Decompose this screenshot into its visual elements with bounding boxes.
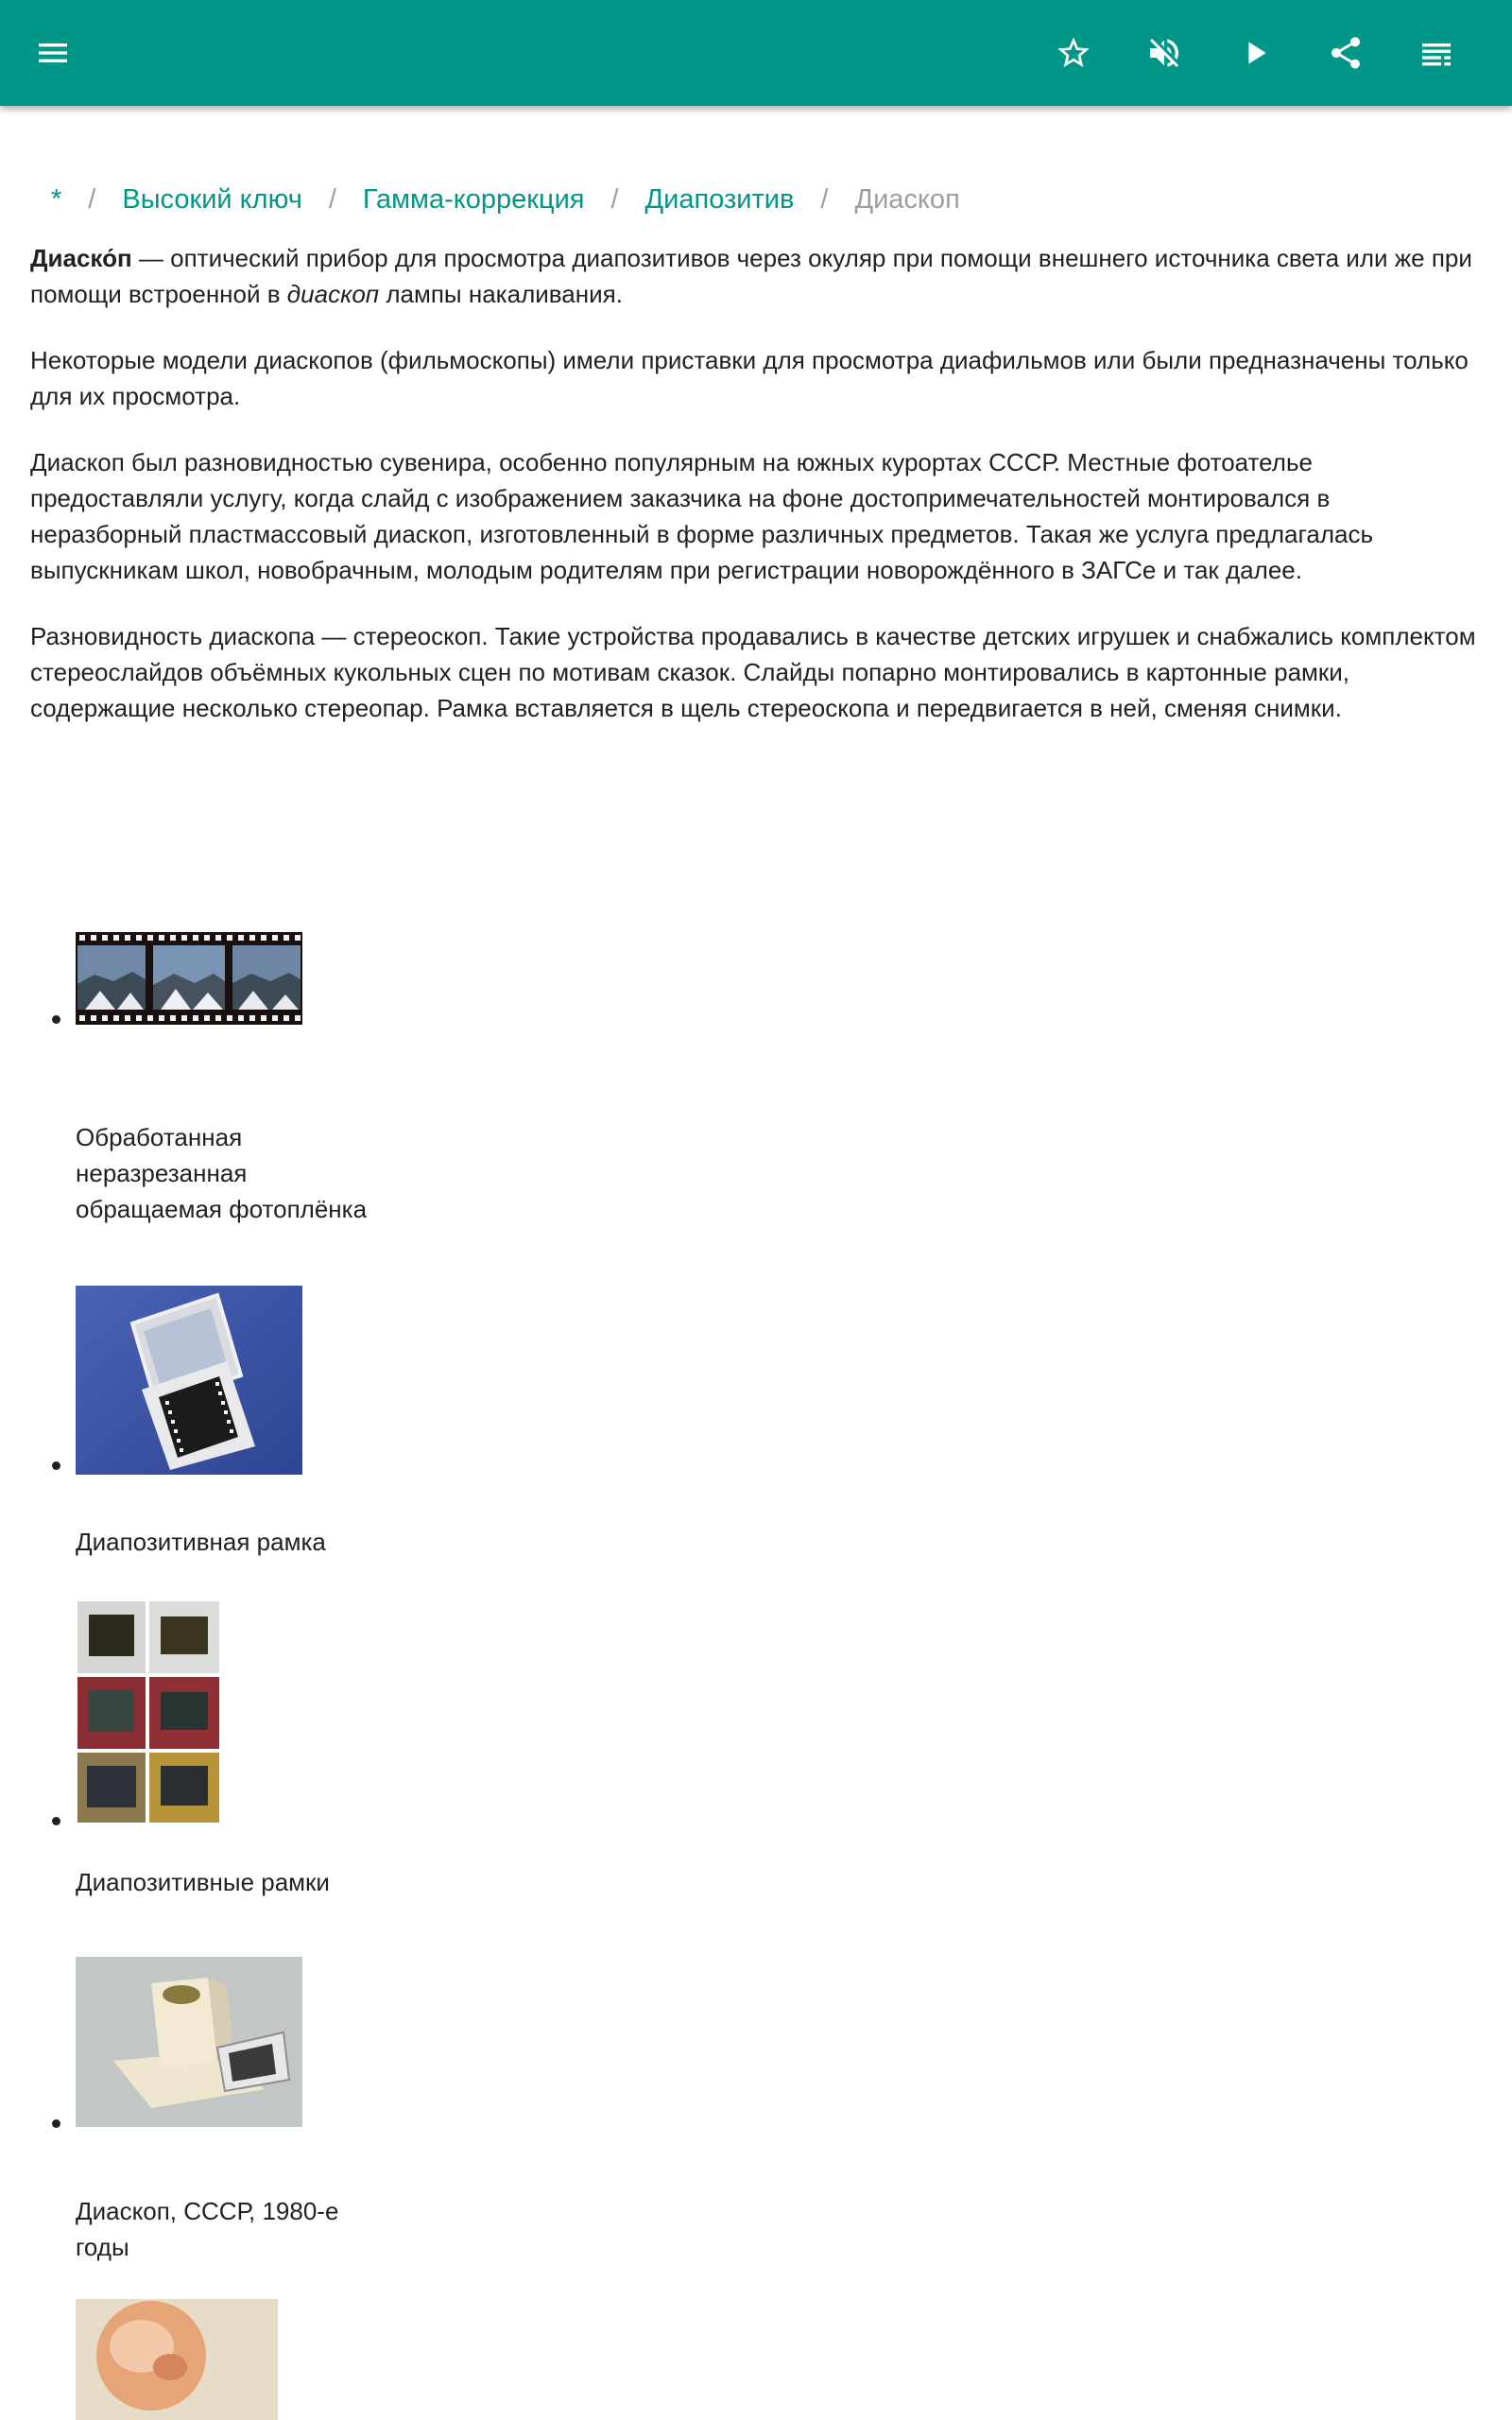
app-bar <box>0 0 1512 106</box>
paragraph-1-text-a: — оптический прибор для просмотра диапозитивов через окуляр при помощи внешнего источника света или же при помощи встроенной в <box>30 244 1472 308</box>
italic-term: диаскоп <box>286 280 380 308</box>
volume-off-icon <box>1145 34 1183 72</box>
list-bullet <box>52 1461 60 1470</box>
breadcrumb-home[interactable]: * <box>51 183 62 215</box>
play-icon <box>1236 34 1274 72</box>
share-icon <box>1327 34 1365 72</box>
image-caption: Диаскоп, СССР, 1980-е годы <box>76 2197 339 2261</box>
article-body <box>30 240 1482 756</box>
breadcrumb-item-diapositive[interactable]: Диапозитив <box>644 183 795 215</box>
image-caption: Обработанная неразрезанная обращаемая фотоплёнка <box>76 1123 368 1223</box>
paragraph-4: Разновидность диаскопа — стереоскоп. Такие устройства продавались в качестве детских игрушек и снабжались комплектом стереослайдов объёмных кукольных сцен по мотивам сказок. Слайды попарно монтировались в картонные рамки, содержащие несколько стереопар. Рамка вставляется в щель стереоскопа и передвигается в ней, сменяя снимки. <box>30 622 1476 722</box>
star-outline-icon <box>1055 34 1092 72</box>
breadcrumb-separator: / <box>820 183 829 215</box>
diascope-image[interactable] <box>76 1957 302 2127</box>
slide-frames-image[interactable] <box>76 1599 221 1824</box>
paragraph-2: Некоторые модели диаскопов (фильмоскопы) имели приставки для просмотра диафильмов или были предназначены только для их просмотра. <box>30 346 1469 410</box>
image-caption: Диапозитивная рамка <box>76 1528 326 1556</box>
breadcrumb-current: Диаскоп <box>854 183 960 215</box>
contents-button[interactable] <box>1410 26 1463 79</box>
list-bullet <box>52 1015 60 1024</box>
paragraph-1-text-b: лампы накаливания. <box>379 280 623 308</box>
image-caption: Диапозитивные рамки <box>76 1868 330 1896</box>
breadcrumb-separator: / <box>328 183 336 215</box>
paragraph-3: Диаскоп был разновидностью сувенира, особенно популярным на южных курортах СССР. Местные фотоателье предоставляли услугу, когда слайд с изображением заказчика на фоне достопримечательностей монтировался в неразборный пластмассовый диаскоп, изготовленный в форме различных предметов. Такая же услуга предлагалась выпускникам школ, новобрачным, молодым родителям при регистрации новорождённого в ЗАГСе и так далее. <box>30 448 1374 584</box>
list-bullet <box>52 1817 60 1825</box>
article-term: Диаско́п <box>30 244 132 272</box>
slide-frame-image[interactable] <box>76 1286 302 1475</box>
breadcrumb <box>30 166 960 233</box>
breadcrumb-item-high-key[interactable]: Высокий ключ <box>122 183 302 215</box>
mute-button[interactable] <box>1138 26 1191 79</box>
breadcrumb-separator: / <box>610 183 619 215</box>
menu-icon <box>34 34 72 72</box>
share-button[interactable] <box>1319 26 1372 79</box>
menu-button[interactable] <box>26 26 79 79</box>
playlist-icon <box>1418 34 1455 72</box>
list-bullet <box>52 2119 60 2128</box>
play-button[interactable] <box>1228 26 1281 79</box>
paragraph-1 <box>30 240 1482 312</box>
souvenir-diascope-image[interactable] <box>76 2299 278 2420</box>
film-strip-image[interactable] <box>76 932 302 1025</box>
bookmark-button[interactable] <box>1047 26 1100 79</box>
breadcrumb-separator: / <box>88 183 96 215</box>
breadcrumb-item-gamma-correction[interactable]: Гамма-коррекция <box>362 183 585 215</box>
